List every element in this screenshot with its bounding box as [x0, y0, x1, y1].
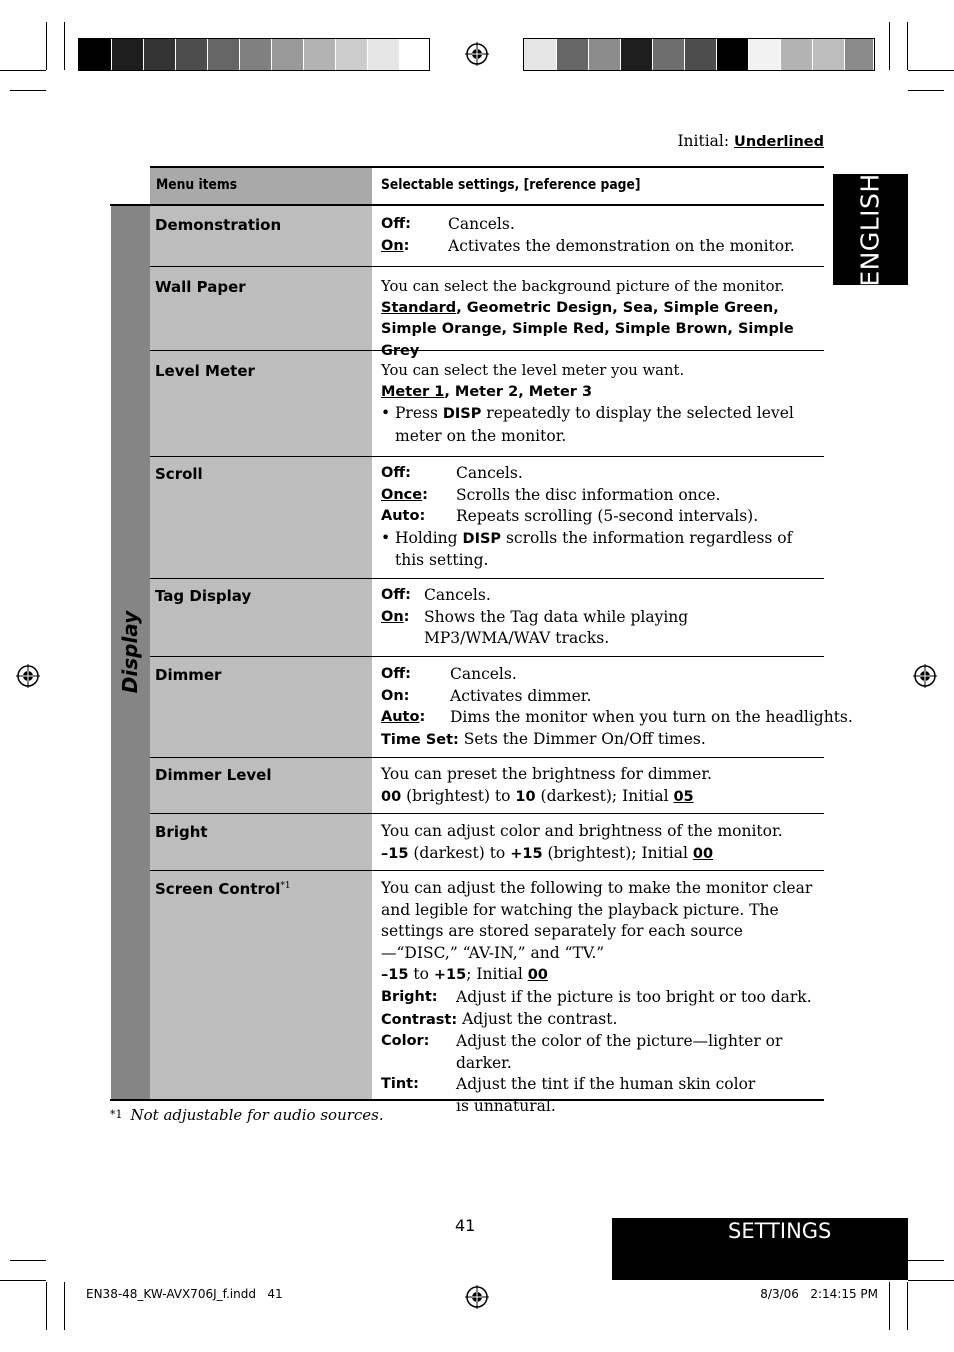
calibration-strip-right	[523, 38, 875, 71]
option-colon: :	[419, 709, 426, 726]
language-tab-label: ENGLISH	[855, 173, 885, 287]
option-key: Off:	[381, 666, 411, 682]
range-text: (darkest); Initial	[535, 786, 674, 805]
option-desc: Adjust the tint if the human skin color is unnatural.	[456, 1075, 756, 1115]
crop-mark	[908, 70, 954, 71]
option-desc: Cancels.	[456, 464, 523, 482]
option-key: Auto:	[381, 508, 426, 525]
setting-description: You can select the background picture of the monitor.	[381, 278, 785, 295]
option-list: , Meter 2, Meter 3	[444, 383, 593, 400]
crop-mark	[907, 1282, 908, 1330]
option-desc: Cancels.	[448, 215, 515, 233]
slug-date: 8/3/06 2:14:15 PM	[760, 1287, 878, 1301]
header-selectable-settings: Selectable settings, [reference page]	[381, 177, 641, 193]
crop-mark	[10, 1260, 46, 1261]
row-divider	[150, 870, 824, 871]
settings-dimmer-level	[381, 764, 819, 808]
option-colon: :	[403, 608, 410, 625]
settings-scroll: Off: Cancels. Once: Scrolls the disc information once. Auto: Repeats scrolling (5-second intervals). • Holding DISP scrolls the information regardless of this setting.	[381, 463, 819, 572]
option-desc: Repeats scrolling (5-second intervals).	[456, 507, 759, 526]
option-key: Bright:	[381, 988, 438, 1005]
crop-mark	[0, 70, 46, 71]
bullet-text: Holding	[395, 528, 463, 547]
option-desc: Activates the demonstration on the monitor.	[448, 236, 795, 255]
crop-mark	[46, 1282, 47, 1330]
option-key: Tint:	[381, 1076, 419, 1093]
crop-mark	[908, 1260, 944, 1261]
settings-screen-control	[381, 878, 819, 1118]
menu-item-tag-display: Tag Display	[155, 587, 252, 605]
option-key-default: On	[381, 237, 404, 254]
settings-demonstration	[381, 214, 819, 257]
menu-item-dimmer: Dimmer	[155, 666, 222, 684]
range-max: +15	[433, 967, 467, 984]
menu-item-bright: Bright	[155, 823, 208, 841]
option-key: On:	[381, 687, 410, 704]
menu-item-dimmer-level: Dimmer Level	[155, 766, 272, 784]
slug-file: EN38-48_KW-AVX706J_f.indd 41	[86, 1287, 283, 1301]
registration-mark-icon	[465, 1285, 489, 1309]
initial-note	[677, 132, 824, 150]
option-colon: :	[422, 486, 428, 503]
crop-mark	[889, 1282, 890, 1330]
initial-value: 05	[673, 788, 694, 805]
bullet-text: Press	[395, 404, 443, 423]
menu-item-label: Screen Control	[155, 880, 281, 898]
section-tab-label: SETTINGS	[728, 1219, 832, 1243]
range-text: (darkest) to	[408, 843, 511, 862]
row-divider	[150, 813, 824, 814]
setting-description: You can adjust the following to make the monitor clear and legible for watching the playback picture. The settings are stored separately for each source—“DISC,” “AV-IN,” and “TV.”	[381, 879, 813, 962]
option-default: Standard	[381, 299, 457, 316]
option-default: Meter 1	[381, 383, 445, 400]
option-key: Time Set:	[381, 731, 459, 748]
range-text: to	[408, 965, 434, 984]
setting-description: You can adjust color and brightness of the monitor.	[381, 822, 783, 840]
registration-mark-icon	[913, 664, 937, 688]
range-max: 10	[515, 788, 536, 805]
row-divider	[150, 578, 824, 579]
crop-mark	[908, 1280, 954, 1281]
crop-mark	[46, 22, 47, 70]
menu-column	[150, 206, 372, 1100]
settings-tag-display	[381, 585, 819, 650]
range-max: +15	[510, 845, 543, 862]
initial-label: Initial:	[677, 132, 730, 150]
initial-value: 00	[692, 845, 714, 862]
row-divider	[150, 456, 824, 457]
row-divider	[150, 266, 824, 267]
header-menu-items: Menu items	[156, 177, 238, 193]
settings-level-meter: You can select the level meter you want. Meter 1, Meter 2, Meter 3 • Press DISP repeatedly to display the selected level meter on the monitor.	[381, 360, 819, 447]
option-desc: Cancels.	[450, 665, 517, 683]
footnote-mark: *1	[110, 1108, 123, 1121]
range-min: –15	[381, 845, 409, 862]
bullet-key: DISP	[462, 530, 502, 547]
option-desc: Cancels.	[424, 586, 491, 604]
crop-mark	[64, 22, 65, 70]
crop-mark	[889, 22, 890, 70]
option-colon: :	[403, 237, 410, 254]
option-desc: Shows the Tag data while playing MP3/WMA/WAV tracks.	[424, 607, 689, 648]
option-list: , Geometric Design, Sea, Simple Green, Simple Orange, Simple Red, Simple Brown, Simple Grey	[381, 299, 794, 359]
menu-item-level-meter: Level Meter	[155, 362, 255, 380]
page-number: 41	[455, 1216, 476, 1235]
crop-mark	[907, 22, 908, 70]
row-divider	[150, 656, 824, 657]
crop-mark	[64, 1282, 65, 1330]
option-desc: Adjust if the picture is too bright or too dark.	[456, 987, 812, 1006]
display-side-bar	[111, 206, 150, 1100]
language-tab	[833, 174, 908, 285]
menu-item-scroll: Scroll	[155, 465, 203, 483]
option-key: Color:	[381, 1033, 430, 1050]
option-key: Off:	[381, 216, 411, 232]
bullet-text: repeatedly to display the selected level meter on the monitor.	[395, 404, 794, 445]
crop-mark	[0, 1280, 46, 1281]
settings-wall-paper	[381, 276, 819, 362]
footnote-text: Not adjustable for audio sources.	[130, 1106, 384, 1124]
range-text: (brightest); Initial	[542, 843, 693, 862]
range-text: ; Initial	[466, 965, 528, 984]
footnote	[110, 1106, 384, 1124]
range-min: 00	[381, 788, 402, 805]
option-key: Contrast:	[381, 1011, 458, 1028]
menu-item-wall-paper: Wall Paper	[155, 278, 246, 296]
registration-mark-icon	[465, 42, 489, 66]
settings-dimmer	[381, 664, 853, 751]
table-header-settings	[372, 168, 824, 204]
crop-mark	[10, 90, 46, 91]
option-desc: Activates dimmer.	[450, 686, 592, 705]
option-desc: Sets the Dimmer On/Off times.	[458, 729, 706, 748]
range-text: (brightest) to	[401, 786, 516, 805]
footnote-ref: *1	[280, 881, 291, 891]
initial-value: 00	[527, 967, 548, 984]
option-key-default: On	[381, 608, 404, 625]
option-desc: Adjust the contrast.	[457, 1009, 618, 1028]
bullet-note	[395, 403, 819, 447]
range-min: –15	[381, 967, 409, 984]
initial-value: Underlined	[734, 134, 824, 150]
setting-description: You can preset the brightness for dimmer.	[381, 765, 712, 783]
option-desc: Scrolls the disc information once.	[456, 485, 721, 504]
crop-mark	[908, 90, 944, 91]
menu-item-demonstration: Demonstration	[155, 216, 282, 234]
table-header-menu	[150, 168, 372, 204]
option-key-default: Once	[381, 486, 423, 503]
option-key: Off:	[381, 587, 411, 603]
menu-item-screen-control	[155, 880, 291, 898]
row-divider	[150, 757, 824, 758]
calibration-strip-left	[78, 38, 430, 71]
bullet-note	[395, 528, 819, 572]
option-desc: Dims the monitor when you turn on the headlights.	[450, 708, 853, 727]
settings-bright	[381, 821, 819, 865]
display-side-label: Display	[118, 610, 142, 694]
registration-mark-icon	[16, 664, 40, 688]
bullet-text: scrolls the information regardless of this setting.	[395, 528, 793, 570]
option-desc: Adjust the color of the picture—lighter or darker.	[456, 1032, 783, 1072]
option-key: Off:	[381, 465, 411, 481]
setting-description: You can select the level meter you want.	[381, 362, 685, 379]
bullet-key: DISP	[442, 406, 482, 423]
section-tab	[612, 1218, 908, 1280]
option-key-default: Auto	[381, 709, 420, 726]
